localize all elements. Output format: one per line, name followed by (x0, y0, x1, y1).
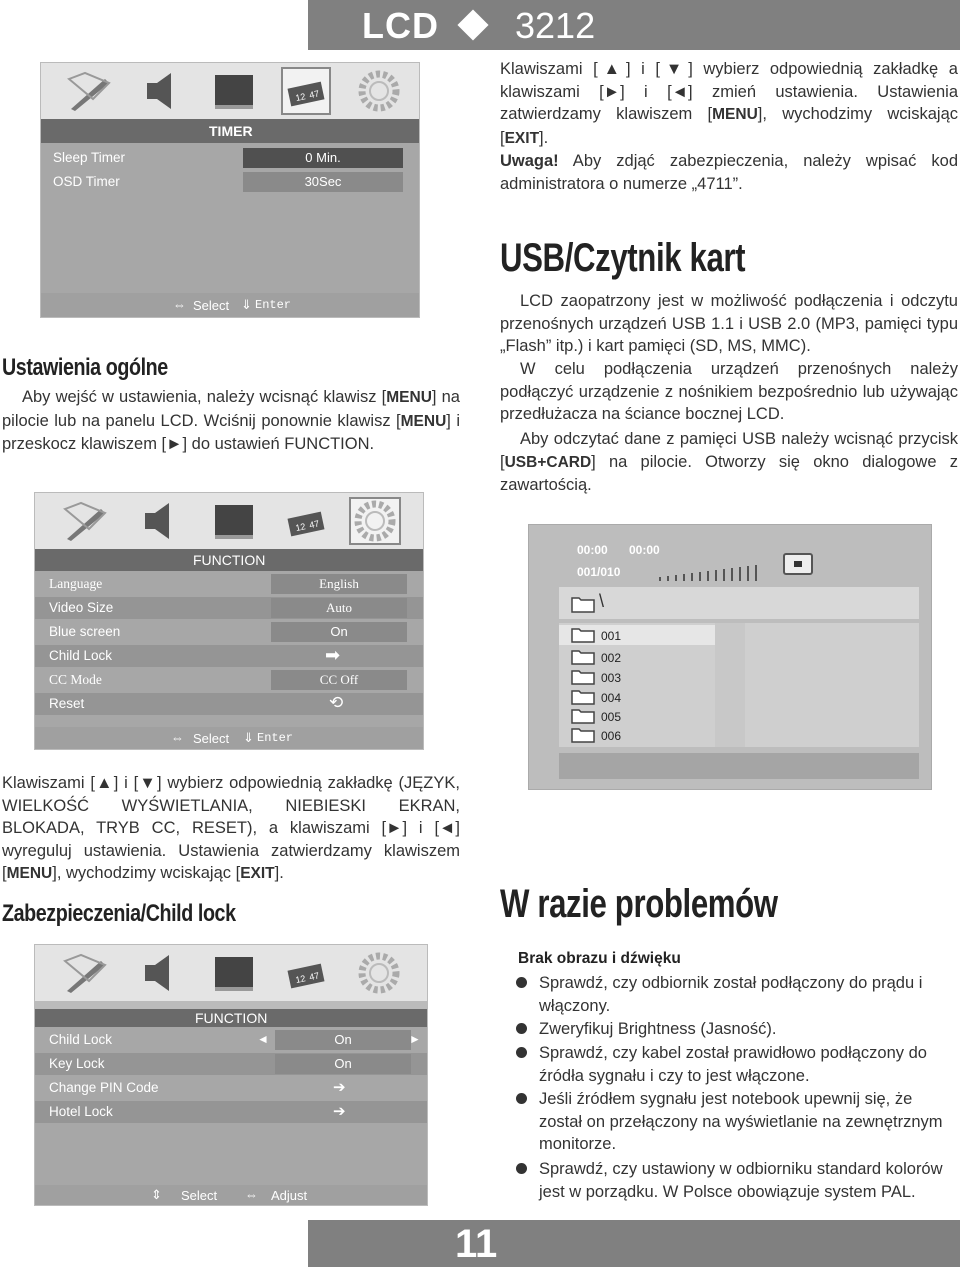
row-value[interactable]: On (275, 1030, 411, 1050)
page-number: 11 (455, 1222, 498, 1266)
picture-settings-icon (61, 951, 109, 995)
osd-title-bar (35, 1009, 427, 1027)
osd-title: TIMER (209, 123, 253, 139)
gear-icon (353, 499, 397, 543)
usb-paragraph-3: Aby odczytać dane z pamięci USB należy wcisnąć przycisk [USB+CARD] na pilocie. Otworzy się okno dialogowe z zawartością. (500, 430, 958, 494)
row-label: Change PIN Code (49, 1080, 159, 1095)
child-lock-row[interactable] (35, 645, 423, 667)
security-osd-screen (34, 944, 428, 1206)
problem-item: Jeśli źródłem sygnału jest notebook upewnij się, że został on przełączony na wyświetlanie na zewnętrznym monitorze. (539, 1090, 943, 1153)
speaker-icon (139, 951, 181, 995)
osd-title: FUNCTION (195, 1010, 268, 1026)
arrow-left-icon[interactable]: ◄ (257, 1032, 269, 1046)
gear-icon (357, 951, 401, 995)
footer-select: Select (181, 1188, 218, 1203)
osd-body (35, 571, 423, 727)
svg-text:12: 12 (294, 91, 307, 104)
picture-settings-icon (65, 69, 113, 113)
cc-mode-row[interactable] (35, 669, 423, 691)
problem-item: Zweryfikuj Brightness (Jasność). (539, 1020, 777, 1038)
row-label: Key Lock (49, 1056, 105, 1071)
folder-icon (571, 669, 595, 685)
row-label: Child Lock (49, 1032, 113, 1047)
submenu-arrow-icon[interactable]: ➔ (333, 1079, 346, 1096)
clock-timer-icon (285, 503, 327, 539)
osd-title: FUNCTION (193, 552, 266, 568)
header-brand: LCD (362, 5, 439, 46)
footer-adjust: Adjust (271, 1188, 308, 1203)
left-right-arrows-icon: ⇔ (245, 1187, 258, 1202)
folder-icon (571, 708, 595, 724)
submenu-arrow-icon[interactable]: ➔ (333, 1103, 346, 1120)
hotel-lock-row[interactable] (35, 1101, 427, 1123)
footer-bar (308, 1220, 960, 1267)
track-counter: 001/010 (577, 565, 621, 579)
row-value[interactable]: 0 Min. (243, 148, 403, 168)
row-label: CC Mode (49, 672, 102, 687)
usb-status-strip (559, 753, 919, 779)
change-pin-row[interactable] (35, 1077, 427, 1099)
problem-item: Sprawdź, czy odbiornik został podłączony do prądu i włączony. (539, 974, 923, 1015)
monitor-icon (211, 71, 257, 111)
svg-text:12: 12 (294, 521, 307, 534)
footer-select: Select (193, 298, 230, 313)
row-value[interactable]: 30Sec (243, 172, 403, 192)
row-label: Hotel Lock (49, 1104, 113, 1119)
language-row[interactable] (35, 573, 423, 595)
osd-icon-bar (35, 945, 427, 1001)
left-right-arrows-icon: ⇔ (171, 730, 184, 745)
key-lock-row[interactable] (35, 1053, 427, 1075)
osd-title-bar (35, 549, 423, 571)
warning-label: Uwaga! (500, 152, 559, 170)
general-settings-heading: Ustawienia ogólne (2, 354, 168, 381)
function-osd-screen (34, 492, 424, 750)
total-time: 00:00 (629, 543, 660, 557)
osd-timer-row[interactable] (41, 171, 419, 193)
row-value[interactable]: Auto (271, 598, 407, 618)
folder-name[interactable]: 006 (601, 729, 622, 743)
folder-icon (571, 627, 595, 643)
row-label: Video Size (49, 600, 114, 615)
osd-title-bar (41, 119, 419, 143)
svg-text:47: 47 (308, 518, 321, 531)
usb-heading: USB/Czytnik kart (500, 236, 746, 280)
row-value[interactable]: CC Off (271, 670, 407, 690)
folder-icon (571, 595, 595, 613)
function-instructions: Klawiszami [▲] i [▼] wybierz odpowiednią zakładkę (JĘZYK, WIELKOŚĆ WYŚWIETLANIA, NIEBIESKI EKRAN, BLOKADA, TRYB CC, RESET), a klawiszami [►] i [◄] wyreguluj ustawienia. Ustawienia zatwierdzamy klawiszem [MENU], wychodzimy wciskając [EXIT]. (2, 774, 460, 882)
usb-paragraph-1: LCD zaopatrzony jest w możliwość podłączenia i odczytu przenośnych urządzeń USB 1.1 i USB 2.0 (MP3, pamięci typu „Flash” itp.) i kart pamięci (SD, MS, MMC). (500, 292, 958, 355)
footer-select: Select (193, 731, 230, 746)
elapsed-time: 00:00 (577, 543, 608, 557)
arrow-right-icon[interactable]: ► (409, 1032, 421, 1046)
left-right-arrows-icon: ⇔ (173, 297, 186, 312)
bullet-icon (516, 1023, 527, 1034)
security-heading: Zabezpieczenia/Child lock (2, 900, 236, 927)
folder-name[interactable]: 004 (601, 691, 622, 705)
usb-browser-screen (528, 524, 932, 790)
footer-enter: Enter (255, 298, 292, 312)
folder-info-panel (745, 623, 919, 747)
down-arrow-icon: ⇓ (241, 297, 252, 312)
timer-instructions: Klawiszami [▲] i [▼] wybierz odpowiednią zakładkę a klawiszami [►] i [◄] zmień ustawienia. Ustawienia zatwierdzamy klawiszem [MENU], wychodzimy wciskając [EXIT]. Uwaga! Aby zdjąć zabezpieczenia, należy wpisać kod administratora o numerze „4711”. (500, 60, 958, 193)
problems-subheading: Brak obrazu i dźwięku (518, 950, 681, 967)
problems-heading: W razie problemów (500, 882, 778, 926)
reset-row[interactable] (35, 693, 423, 715)
osd-footer (35, 727, 423, 749)
path-bar (559, 587, 919, 619)
bullet-icon (516, 1093, 527, 1104)
monitor-icon (211, 953, 257, 993)
folder-items (559, 623, 715, 747)
submenu-arrow-icon[interactable]: ➡ (325, 645, 341, 665)
row-label: Sleep Timer (53, 150, 126, 165)
row-value[interactable]: On (271, 622, 407, 642)
row-label: Child Lock (49, 648, 113, 663)
bullet-icon (516, 1163, 527, 1174)
folder-icon (571, 727, 595, 743)
folder-name[interactable]: 003 (601, 671, 622, 685)
speaker-icon (141, 69, 183, 113)
sleep-timer-row[interactable] (41, 147, 419, 169)
video-size-row[interactable] (35, 597, 423, 619)
folder-name[interactable]: 001 (601, 629, 622, 643)
volume-bars-icon (659, 565, 769, 581)
usb-paragraph-2: W celu podłączenia urządzeń przenośnych należy podłączyć urządzenie z nośnikiem bezpośrednio lub używając przedłużacza na ściance bocznej LCD. (500, 360, 958, 423)
up-down-arrows-icon: ⇕ (151, 1187, 162, 1202)
down-arrow-icon: ⇓ (243, 730, 254, 745)
clock-timer-icon (285, 73, 327, 109)
osd-footer (35, 1185, 427, 1205)
blue-screen-row[interactable] (35, 621, 423, 643)
bullet-icon (516, 977, 527, 988)
clock-timer-icon (285, 955, 327, 991)
folder-name[interactable]: 005 (601, 710, 622, 724)
usb-status-bar (559, 533, 809, 583)
osd-footer (41, 293, 419, 317)
timer-osd-screen (40, 62, 420, 318)
osd-body (41, 143, 419, 293)
child-lock-row[interactable] (35, 1029, 427, 1051)
row-label: OSD Timer (53, 174, 120, 189)
osd-body (35, 1027, 427, 1187)
folder-icon (571, 689, 595, 705)
folder-icon (571, 649, 595, 665)
osd-icon-bar (41, 63, 419, 119)
row-label: Language (49, 576, 103, 591)
problem-item: Sprawdź, czy ustawiony w odbiorniku standard kolorów jest w porządku. W Polsce obowiązuje system PAL. (539, 1160, 943, 1201)
speaker-icon (139, 499, 181, 543)
problem-item: Sprawdź, czy kabel został prawidłowo podłączony do źródła sygnału i czy to jest włączone. (539, 1044, 927, 1085)
picture-settings-icon (61, 499, 109, 543)
row-label: Reset (49, 696, 85, 711)
stop-button-icon[interactable] (783, 553, 813, 575)
folder-name[interactable]: 002 (601, 651, 622, 665)
general-settings-text: Aby wejść w ustawienia, należy wcisnąć klawisz [MENU] na pilocie lub na panelu LCD. Wciśnij ponownie klawisz [MENU] i przeskocz klawiszem [►] do ustawień FUNCTION. (2, 388, 460, 453)
osd-spacer (35, 1001, 427, 1009)
svg-text:12: 12 (294, 973, 307, 986)
header-model: 3212 (515, 5, 596, 46)
row-value[interactable]: On (275, 1054, 411, 1074)
gear-icon (357, 69, 401, 113)
monitor-icon (211, 501, 257, 541)
osd-icon-bar (35, 493, 423, 549)
svg-text:47: 47 (308, 970, 321, 983)
svg-text:47: 47 (308, 88, 321, 101)
bullet-icon (516, 1047, 527, 1058)
footer-enter: Enter (257, 731, 294, 745)
current-path: \ (599, 591, 605, 611)
row-label: Blue screen (49, 624, 121, 639)
reset-icon[interactable]: ⟲ (329, 693, 344, 712)
folder-list-scroll[interactable] (715, 623, 745, 747)
row-value[interactable]: English (271, 574, 407, 594)
